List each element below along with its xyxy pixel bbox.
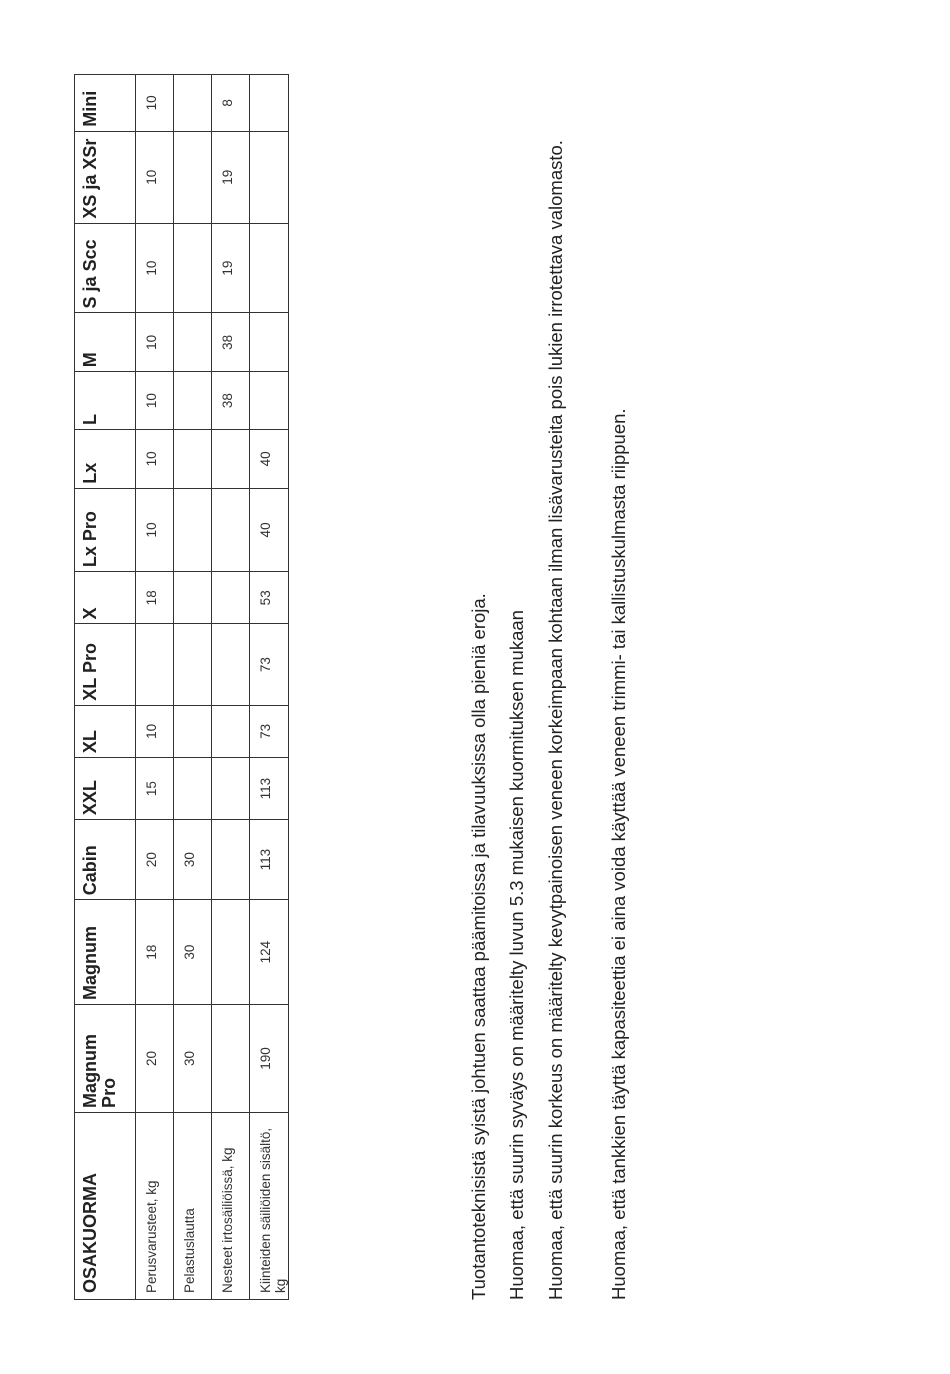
table-cell: 30 [174, 1004, 212, 1112]
table-cell: 30 [174, 900, 212, 1005]
table-cell [174, 313, 212, 372]
header-cell: L [75, 372, 136, 430]
table-cell: 20 [136, 820, 174, 900]
table-cell: 190 [250, 1004, 289, 1112]
table-cell [250, 372, 289, 430]
note-tank-capacity: Huomaa, että tankkien täyttä kapasiteettia ei aina voida käyttää veneen trimmi- tai kallistuskulmasta riippuen. [608, 408, 629, 1300]
header-cell: X [75, 572, 136, 624]
table-cell: 30 [174, 820, 212, 900]
note-draft: Huomaa, että suurin syväys on määritelty luvun 5.3 mukaisen kuormituksen mukaan [506, 610, 527, 1300]
table-cell: 10 [136, 131, 174, 223]
header-cell: Lx [75, 429, 136, 488]
header-cell: XS ja XSr [75, 131, 136, 223]
table-cell [212, 429, 250, 488]
table-row [250, 75, 289, 1300]
table-cell: 18 [136, 900, 174, 1005]
table-cell: 10 [136, 313, 174, 372]
table-cell: 8 [212, 75, 250, 132]
table-cell: 38 [212, 313, 250, 372]
table-cell: 40 [250, 488, 289, 571]
header-cell: XXL [75, 758, 136, 820]
header-cell: Lx Pro [75, 488, 136, 571]
table-cell: 18 [136, 572, 174, 624]
row-label: Pelastuslautta [174, 1112, 212, 1299]
table-cell [250, 313, 289, 372]
table-cell [212, 705, 250, 757]
table-cell: 19 [212, 223, 250, 313]
table-cell: 10 [136, 372, 174, 430]
table-cell: 73 [250, 705, 289, 757]
row-label: Kiinteiden säiliöiden sisältö, kg [250, 1112, 289, 1299]
table-cell [250, 223, 289, 313]
table-cell [174, 75, 212, 132]
table-row [174, 75, 212, 1300]
table-cell [174, 705, 212, 757]
table-cell [174, 429, 212, 488]
table-cell: 113 [250, 758, 289, 820]
table-cell [212, 820, 250, 900]
table-cell [174, 223, 212, 313]
table-cell: 113 [250, 820, 289, 900]
table-cell [250, 131, 289, 223]
table-cell [212, 758, 250, 820]
table-cell [212, 900, 250, 1005]
table-cell: 10 [136, 223, 174, 313]
table-cell: 10 [136, 705, 174, 757]
header-cell: S ja Scc [75, 223, 136, 313]
table-cell: 15 [136, 758, 174, 820]
note-tolerances: Tuotantoteknisistä syistä johtuen saattaa päämitoissa ja tilavuuksissa olla pieniä eroja. [468, 593, 489, 1300]
table-cell [174, 488, 212, 571]
table-cell: 73 [250, 624, 289, 705]
header-cell: Magnum Pro [75, 1004, 136, 1112]
table-cell [136, 624, 174, 705]
table-cell [174, 624, 212, 705]
header-cell: OSAKUORMA [75, 1112, 136, 1299]
table-cell: 10 [136, 75, 174, 132]
header-cell: XL [75, 705, 136, 757]
header-cell: Mini [75, 75, 136, 132]
header-cell: XL Pro [75, 624, 136, 705]
header-cell: M [75, 313, 136, 372]
table-header-row [75, 75, 136, 1300]
header-cell: Cabin [75, 820, 136, 900]
table-cell [174, 572, 212, 624]
header-cell: Magnum [75, 900, 136, 1005]
table-cell: 10 [136, 429, 174, 488]
table-cell [212, 624, 250, 705]
table-cell [212, 1004, 250, 1112]
table-row [212, 75, 250, 1300]
table-cell: 19 [212, 131, 250, 223]
table-cell [250, 75, 289, 132]
table-cell: 20 [136, 1004, 174, 1112]
table-cell [212, 572, 250, 624]
table-cell: 38 [212, 372, 250, 430]
table-cell: 124 [250, 900, 289, 1005]
table-cell: 40 [250, 429, 289, 488]
table-cell: 10 [136, 488, 174, 571]
load-table [74, 74, 289, 1300]
row-label: Perusvarusteet, kg [136, 1112, 174, 1299]
table-cell [174, 372, 212, 430]
table-row [136, 75, 174, 1300]
table-cell: 53 [250, 572, 289, 624]
table-cell [212, 488, 250, 571]
table-cell [174, 131, 212, 223]
table-cell [174, 758, 212, 820]
row-label: Nesteet irtosäiliöissä, kg [212, 1112, 250, 1299]
note-height: Huomaa, että suurin korkeus on määritelty kevytpainoisen veneen korkeimpaan kohtaan ilman lisävarusteita pois lukien irrotettava valomasto. [545, 140, 566, 1300]
